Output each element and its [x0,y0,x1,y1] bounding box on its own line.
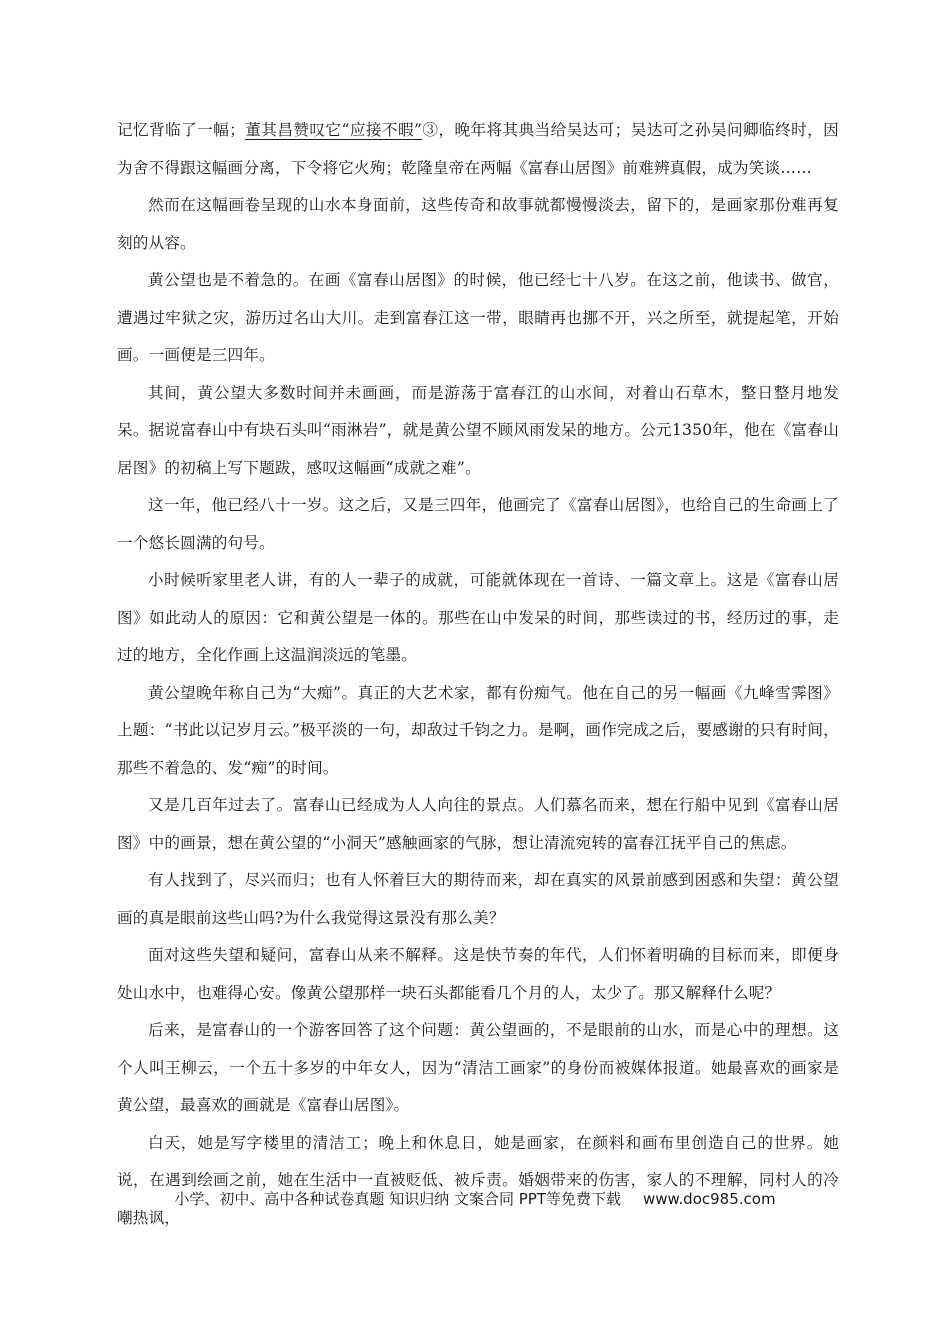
paragraph-6: 小时候听家里老人讲，有的人一辈子的成就，可能就体现在一首诗、一篇文章上。这是《富春山居图》如此动人的原因：它和黄公望是一体的。那些在山中发呆的时间，那些读过的书，经历过的事，走过的地方，全化作画上这温润淡远的笔墨。 [117,571,839,664]
paragraph-1 [117,112,839,187]
paragraph-11: 后来，是富春山的一个游客回答了这个问题：黄公望画的，不是眼前的山水，而是心中的理想。这个人叫王柳云，一个五十多岁的中年女人，因为“清洁工画家”的身份而被媒体报道。她最喜欢的画家是黄公望，最喜欢的画就是《富春山居图》。 [117,1021,839,1114]
paragraph-4: 其间，黄公望大多数时间并未画画，而是游荡于富春江的山水间，对着山石草木，整日整月地发呆。据说富春山中有块石头叫“雨淋岩”，就是黄公望不顾风雨发呆的地方。公元1350年，他在《富春山居图》的初稿上写下题跋，感叹这幅画“成就之难”。 [117,383,839,477]
paragraph-5: 这一年，他已经八十一岁。这之后，又是三四年，他画完了《富春山居图》，也给自己的生命画上了一个悠长圆满的句号。 [117,496,839,552]
paragraph-1-post: ③，晚年将其典当给吴达可；吴达可之孙吴问卿临终时，因为舍不得跟这幅画分离，下令将它火殉；乾隆皇帝在两幅《富春山居图》前难辨真假，成为笑谈…… [117,121,839,177]
paragraph-8: 又是几百年过去了。富春山已经成为人人向往的景点。人们慕名而来，想在行船中见到《富春山居图》中的画景，想在黄公望的“小洞天”感触画家的气脉，想让清流宛转的富春江抚平自己的焦虑。 [117,796,839,852]
footer-text: 小学、初中、高中各种试卷真题 知识归纳 文案合同 PPT等免费下载 [174,1190,621,1208]
paragraph-10: 面对这些失望和疑问，富春山从来不解释。这是快节奏的年代，人们怀着明确的目标而来，即便身处山水中，也难得心安。像黄公望那样一块石头都能看几个月的人，太少了。那又解释什么呢？ [117,946,839,1002]
paragraph-7: 黄公望晚年称自己为“大痴”。真正的大艺术家，都有份痴气。他在自己的另一幅画《九峰雪霁图》上题：“书此以记岁月云。”极平淡的一句，却敌过千钧之力。是啊，画作完成之后，要感谢的只有时间，那些不着急的、发“痴”的时间。 [117,683,839,777]
paragraph-12: 白天，她是写字楼里的清洁工；晚上和休息日，她是画家，在颜料和画布里创造自己的世界。她说，在遇到绘画之前，她在生活中一直被贬低、被斥责。婚姻带来的伤害，家人的不理解，同村人的冷嘲热讽， [117,1133,839,1227]
underlined-quote: 董其昌赞叹它“应接不暇” [245,121,423,139]
paragraph-1-pre: 记忆背临了一幅； [117,121,246,139]
paragraph-9: 有人找到了，尽兴而归；也有人怀着巨大的期待而来，却在真实的风景前感到困惑和失望：黄公望画的真是眼前这些山吗?为什么我觉得这景没有那么美？ [117,871,839,927]
page-footer [0,1188,950,1209]
paragraph-2: 然而在这幅画卷呈现的山水本身面前，这些传奇和故事就都慢慢淡去，留下的，是画家那份难再复刻的从容。 [117,196,839,252]
article-body [117,112,839,1237]
paragraph-3: 黄公望也是不着急的。在画《富春山居图》的时候，他已经七十八岁。在这之前，他读书、做官，遭遇过牢狱之灾，游历过名山大川。走到富春江这一带，眼睛再也挪不开，兴之所至，就提起笔，开始画。一画便是三四年。 [117,271,839,364]
footer-url: www.doc985.com [642,1190,776,1208]
